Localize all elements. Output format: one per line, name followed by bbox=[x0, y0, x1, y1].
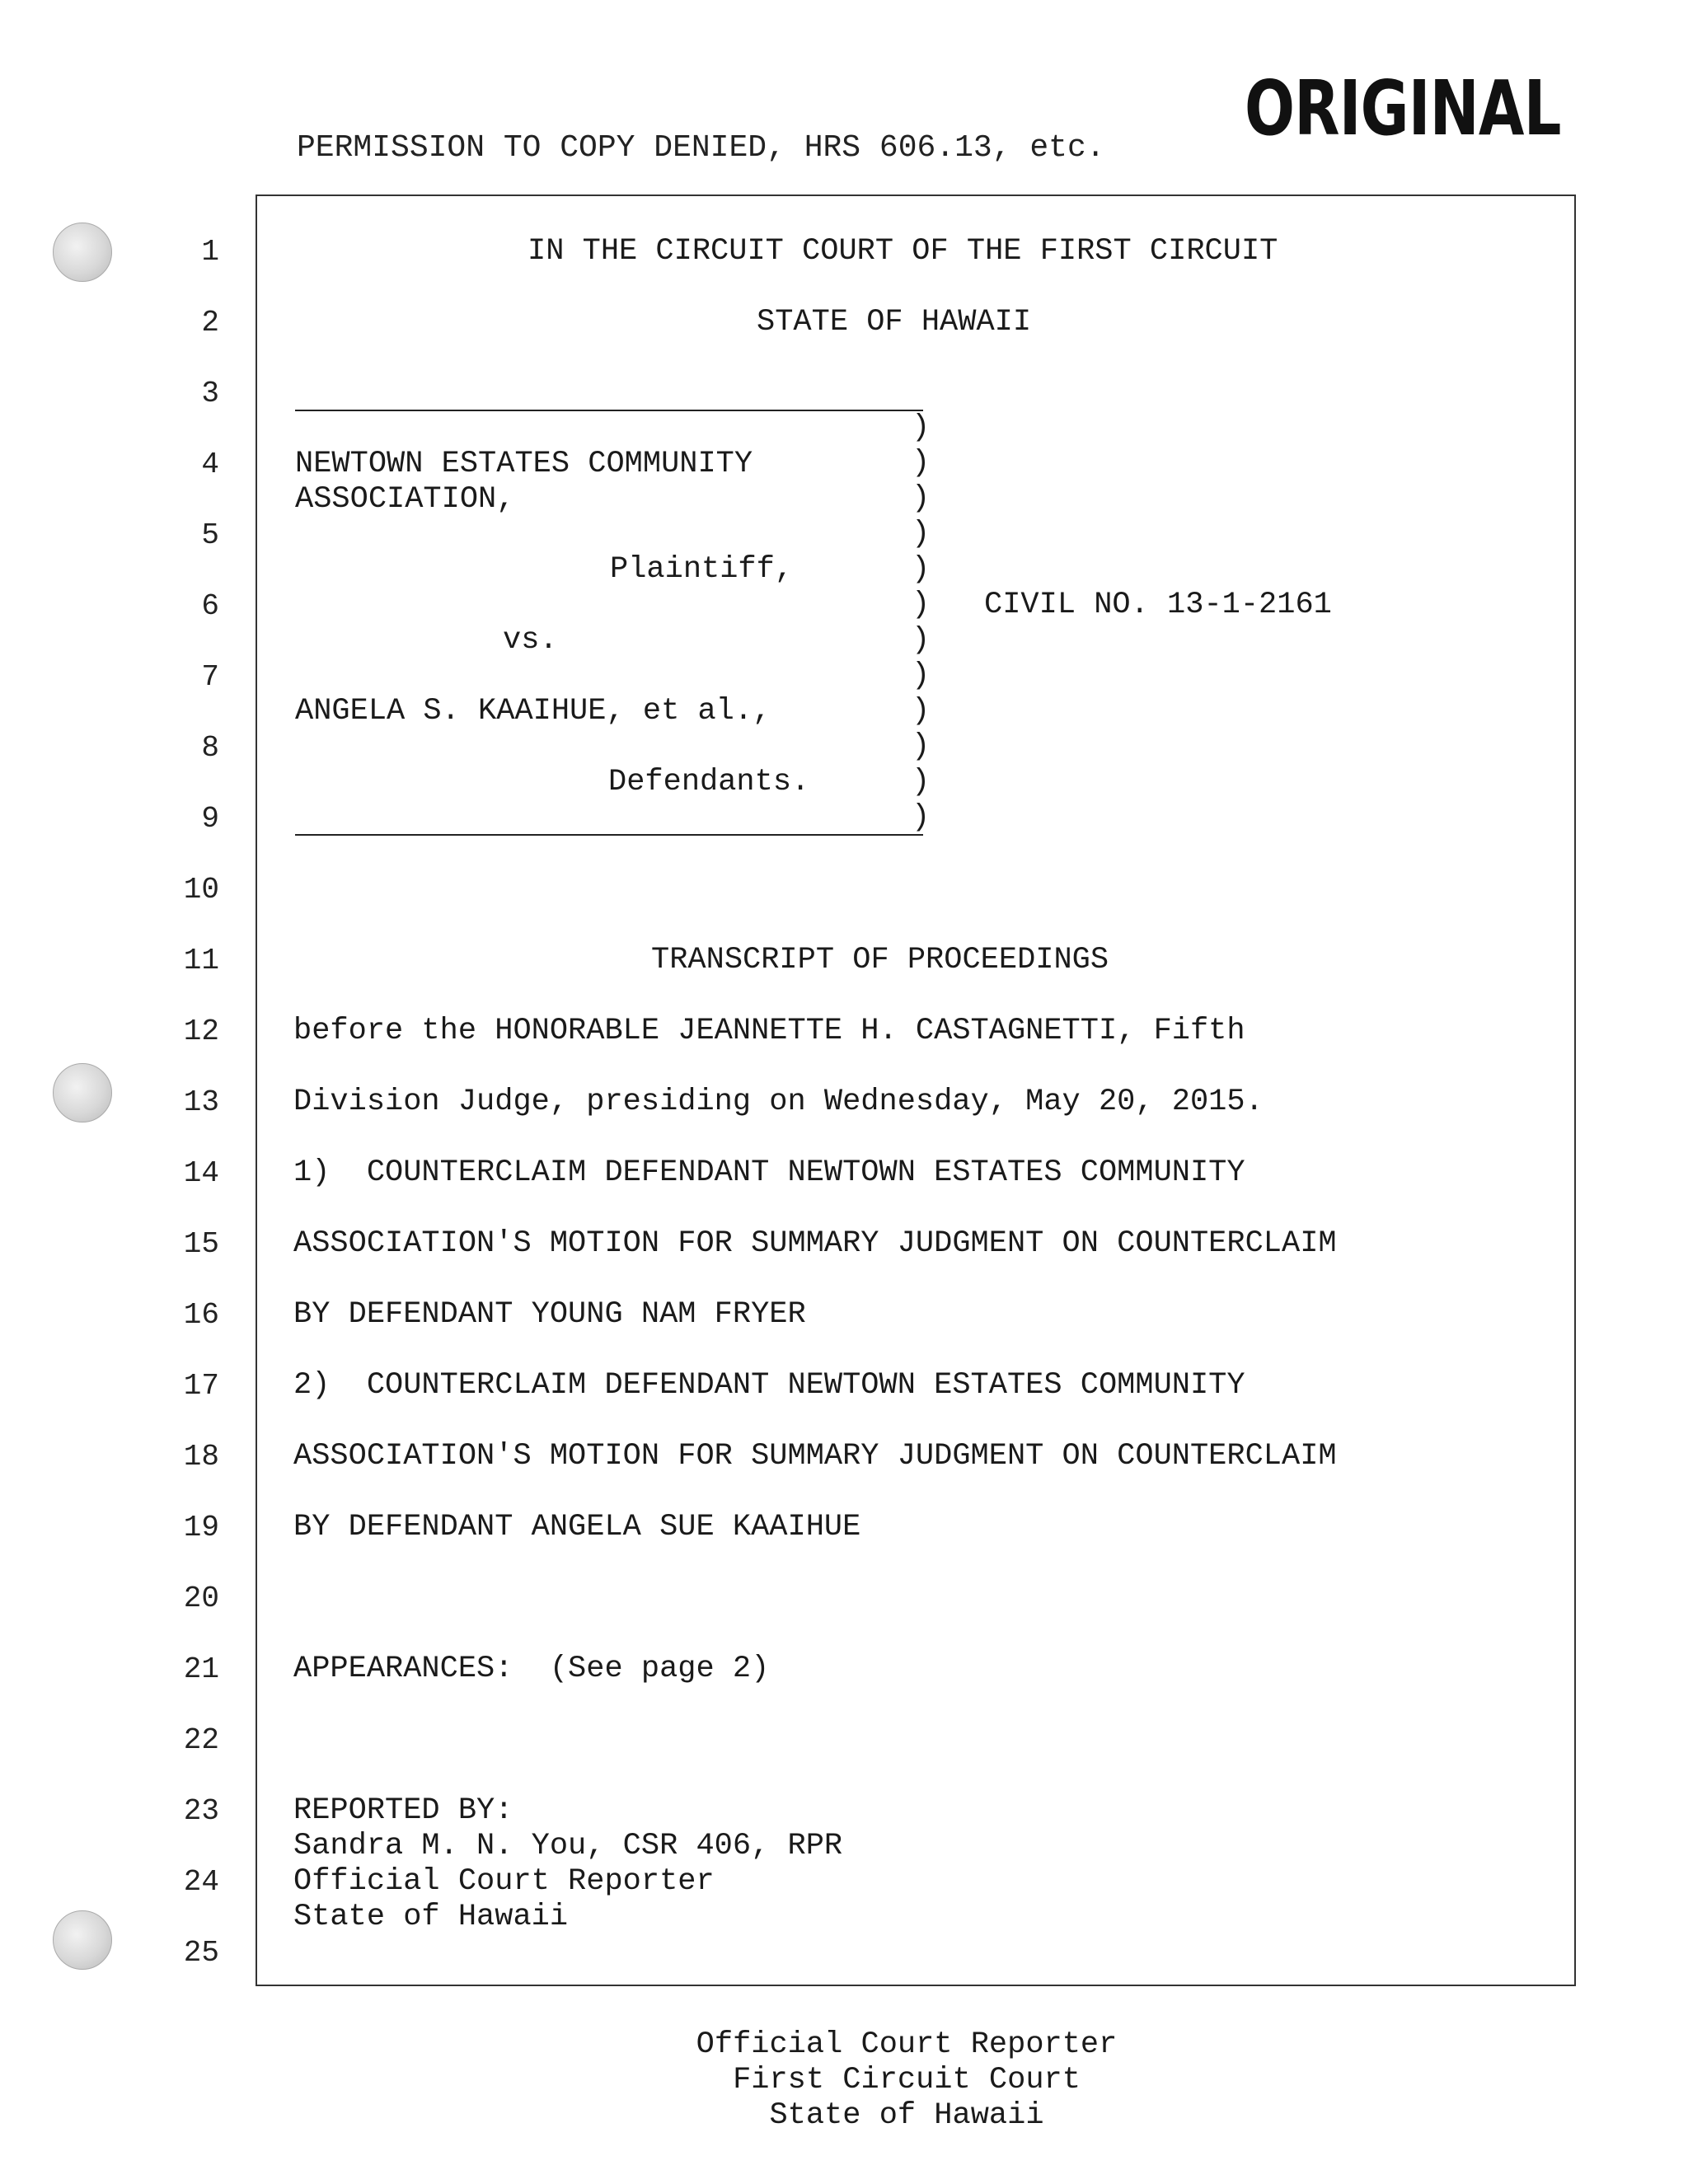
line-number: 15 bbox=[183, 1227, 219, 1261]
caption-paren: ) bbox=[912, 588, 931, 622]
division-date-line: Division Judge, presiding on Wednesday, May 20, 2015. bbox=[293, 1085, 1264, 1119]
line-number: 23 bbox=[183, 1794, 219, 1828]
court-name: IN THE CIRCUIT COURT OF THE FIRST CIRCUIT bbox=[528, 234, 1278, 269]
caption-paren: ) bbox=[912, 446, 931, 480]
caption-paren: ) bbox=[912, 517, 931, 551]
line-number: 11 bbox=[183, 944, 219, 977]
footer-line-3: State of Hawaii bbox=[769, 2098, 1044, 2133]
original-stamp: ORIGINAL bbox=[1245, 64, 1561, 152]
line-number: 10 bbox=[183, 873, 219, 907]
caption-paren: ) bbox=[912, 800, 931, 835]
line-number: 2 bbox=[201, 306, 219, 340]
line-number: 6 bbox=[201, 589, 219, 623]
caption-paren: ) bbox=[912, 729, 931, 764]
caption-paren: ) bbox=[912, 410, 931, 445]
reporter-title: Official Court Reporter bbox=[293, 1864, 715, 1899]
motion-1-line-1: 1) COUNTERCLAIM DEFENDANT NEWTOWN ESTATES COMMUNITY bbox=[293, 1155, 1245, 1190]
plaintiff-name: NEWTOWN ESTATES COMMUNITY bbox=[295, 447, 753, 481]
plaintiff-name-continued: ASSOCIATION, bbox=[295, 482, 515, 517]
transcript-title: TRANSCRIPT OF PROCEEDINGS bbox=[651, 943, 1109, 977]
copy-permission-notice: PERMISSION TO COPY DENIED, HRS 606.13, etc. bbox=[297, 130, 1105, 166]
versus-label: vs. bbox=[503, 623, 558, 658]
defendant-name: ANGELA S. KAAIHUE, et al., bbox=[295, 694, 771, 729]
caption-paren: ) bbox=[912, 694, 931, 729]
caption-paren: ) bbox=[912, 623, 931, 658]
line-number: 8 bbox=[201, 731, 219, 765]
line-number: 22 bbox=[183, 1723, 219, 1757]
line-number: 4 bbox=[201, 448, 219, 481]
plaintiff-role: Plaintiff, bbox=[610, 552, 794, 587]
line-number: 20 bbox=[183, 1582, 219, 1615]
civil-case-number: CIVIL NO. 13-1-2161 bbox=[984, 588, 1332, 622]
caption-bottom-rule bbox=[295, 834, 923, 836]
caption-paren: ) bbox=[912, 658, 931, 693]
reporter-name: Sandra M. N. You, CSR 406, RPR bbox=[293, 1829, 843, 1863]
line-number: 14 bbox=[183, 1156, 219, 1190]
footer-line-2: First Circuit Court bbox=[733, 2063, 1081, 2097]
motion-2-line-1: 2) COUNTERCLAIM DEFENDANT NEWTOWN ESTATES COMMUNITY bbox=[293, 1368, 1245, 1403]
footer-line-1: Official Court Reporter bbox=[696, 2027, 1118, 2062]
court-state: STATE OF HAWAII bbox=[757, 305, 1032, 340]
line-number: 25 bbox=[183, 1936, 219, 1970]
line-number: 7 bbox=[201, 660, 219, 694]
line-number: 13 bbox=[183, 1085, 219, 1119]
caption-paren: ) bbox=[912, 765, 931, 799]
line-number: 16 bbox=[183, 1298, 219, 1332]
caption-top-rule bbox=[295, 410, 923, 411]
line-number: 24 bbox=[183, 1865, 219, 1899]
defendant-role: Defendants. bbox=[608, 765, 810, 799]
line-number: 18 bbox=[183, 1440, 219, 1474]
line-number: 12 bbox=[183, 1015, 219, 1048]
motion-1-line-2: ASSOCIATION'S MOTION FOR SUMMARY JUDGMENT ON COUNTERCLAIM bbox=[293, 1226, 1337, 1261]
motion-2-line-2: ASSOCIATION'S MOTION FOR SUMMARY JUDGMENT ON COUNTERCLAIM bbox=[293, 1439, 1337, 1474]
line-number: 9 bbox=[201, 802, 219, 836]
punch-hole-bottom bbox=[53, 1910, 112, 1970]
line-number: 5 bbox=[201, 518, 219, 552]
judge-line: before the HONORABLE JEANNETTE H. CASTAGNETTI, Fifth bbox=[293, 1014, 1245, 1048]
caption-paren: ) bbox=[912, 481, 931, 516]
line-number: 1 bbox=[201, 235, 219, 269]
motion-2-line-3: BY DEFENDANT ANGELA SUE KAAIHUE bbox=[293, 1510, 861, 1544]
punch-hole-top bbox=[53, 223, 112, 282]
reported-by-label: REPORTED BY: bbox=[293, 1793, 513, 1828]
line-number: 17 bbox=[183, 1369, 219, 1403]
punch-hole-middle bbox=[53, 1063, 112, 1122]
appearances-line: APPEARANCES: (See page 2) bbox=[293, 1652, 770, 1686]
line-number: 21 bbox=[183, 1652, 219, 1686]
motion-1-line-3: BY DEFENDANT YOUNG NAM FRYER bbox=[293, 1297, 806, 1332]
reporter-state: State of Hawaii bbox=[293, 1900, 569, 1934]
line-number: 3 bbox=[201, 377, 219, 410]
caption-paren: ) bbox=[912, 552, 931, 587]
line-number: 19 bbox=[183, 1511, 219, 1544]
